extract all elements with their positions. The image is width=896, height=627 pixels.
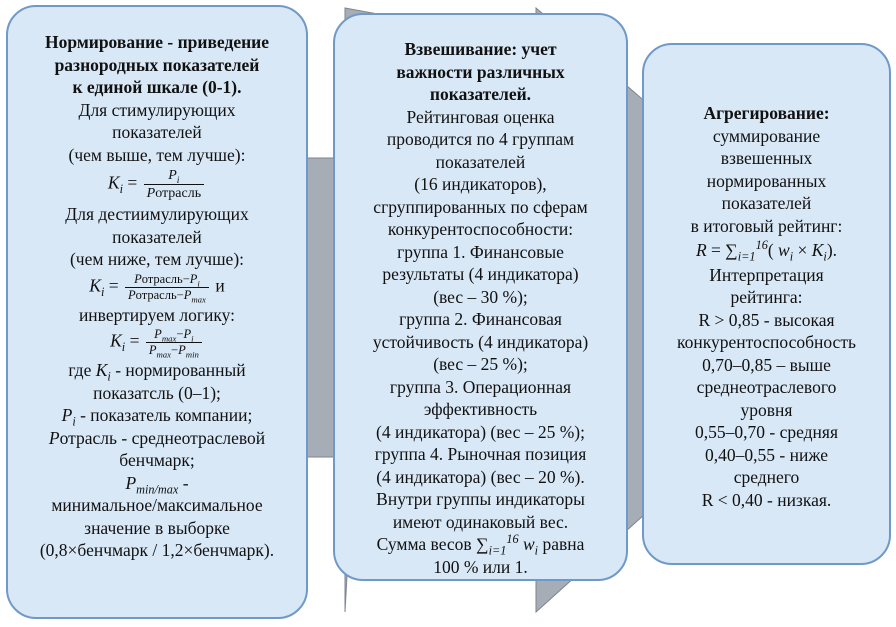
legend-minmax-3: значение в выборке	[84, 517, 230, 538]
weighting-line: устойчивость (4 индикатора)	[372, 331, 589, 352]
weighting-title-3: показателей.	[429, 84, 532, 104]
weighting-line: группа 2. Финансовая	[399, 309, 562, 329]
weighting-line: конкурентоспособности:	[387, 219, 574, 239]
normalization-box	[6, 5, 308, 619]
legend-k: где $K_i$ - нормированный	[68, 360, 246, 384]
stimulating-label-1: Для стимулирующих	[78, 99, 236, 120]
weighting-line: эффективность	[423, 399, 538, 419]
weighting-line: (4 индикатора) (вес – 20 %).	[376, 466, 585, 487]
interpretation-line: конкурентоспособность	[677, 332, 856, 352]
weighting-line: (4 индикатора) (вес – 25 %);	[376, 421, 585, 442]
interpretation-line: Интерпретация	[709, 264, 824, 285]
interpretation-line: рейтинга:	[730, 287, 803, 307]
legend-minmax: $P_{min/max}$ -	[125, 472, 189, 496]
normalization-title-1: Нормирование - приведение	[44, 32, 270, 52]
invert-logic-label: инвертируем логику:	[78, 304, 236, 325]
normalization-title-3: к единой шкале (0-1).	[72, 77, 242, 97]
aggregation-line: взвешенных	[720, 148, 813, 168]
normalization-title-2: разнородных показателей	[54, 54, 260, 75]
aggregation-line: показателей	[721, 193, 812, 213]
legend-minmax-2: минимальное/максимальное	[51, 495, 263, 515]
weighting-line: показателей	[435, 151, 526, 172]
weighting-box	[333, 13, 628, 581]
weighting-title-2: важности различных	[396, 61, 565, 82]
and-word: и	[215, 275, 225, 296]
weighting-line: группа 1. Финансовые	[397, 241, 564, 262]
interpretation-line: 0,40–0,55 - ниже	[705, 444, 828, 465]
formula-stimulating: $K_i$ = $\frac{P_i}{\text{Pотрасль}}$	[8, 168, 306, 201]
weighting-line: (вес – 25 %);	[433, 354, 528, 374]
formula-destimulating: $K_i$ = $\frac{Pотрасль-P_i}{Pотрасль-P_{max}}$ и	[89, 271, 225, 304]
weight-sum-formula: Сумма весов $\sum_{i=1}^{16}$ $w_i$ равна	[376, 532, 585, 558]
destimulating-label-3: (чем ниже, тем лучше):	[69, 249, 245, 269]
weighting-line: Рейтинговая оценка	[406, 106, 555, 127]
interpretation-line: R < 0,40 - низкая.	[701, 489, 832, 510]
weighting-line: (16 индикаторов),	[414, 174, 547, 194]
stimulating-label-2: показателей	[112, 122, 202, 142]
weighting-line: группа 4. Рыночная позиция	[374, 444, 587, 464]
destimulating-label-2: показателей	[112, 226, 202, 247]
interpretation-line: среднего	[733, 467, 800, 487]
aggregation-line: в итоговый рейтинг:	[690, 215, 843, 236]
destimulating-label-1: Для дестиимулирующих	[65, 204, 249, 224]
legend-industry: Pотрасль - среднеотраслевой	[48, 427, 266, 448]
rating-formula: $R = \sum_{i=1}^{16}$( $w_i \times K_i$).	[695, 238, 838, 264]
interpretation-line: уровня	[740, 399, 793, 420]
legend-k-2: показатсль (0–1);	[93, 382, 221, 403]
interpretation-line: R > 0,85 - высокая	[698, 309, 835, 330]
interpretation-line: 0,70–0,85 – выше	[702, 354, 831, 375]
weighting-line: проводится по 4 группам	[386, 129, 575, 149]
weighting-line: результаты (4 индикатора)	[382, 264, 579, 284]
legend-industry-2: бенчмарк;	[119, 450, 195, 470]
weight-sum-value: 100 % или 1.	[433, 556, 528, 577]
weighting-line: Внутри группы индикаторы	[376, 489, 585, 509]
interpretation-line: 0,55–0,70 - средняя	[695, 422, 838, 442]
aggregation-box	[642, 43, 891, 565]
legend-minmax-4: (0,8×бенчмарк / 1,2×бенчмарк).	[39, 540, 275, 560]
weighting-line: имеют одинаковый вес.	[392, 511, 569, 532]
aggregation-line: нормированных	[706, 170, 827, 191]
weighting-line: сгруппированных по сферам	[373, 196, 588, 217]
legend-p: $P_i$ - показатель компании;	[61, 405, 253, 429]
weighting-line: (вес – 30 %);	[433, 286, 528, 307]
weighting-line: группа 3. Операционная	[389, 376, 572, 397]
aggregation-title: Агрегирование:	[703, 103, 830, 123]
aggregation-line: суммирование	[712, 125, 821, 146]
weighting-title-1: Взвешивание: учет	[404, 39, 557, 59]
formula-invert: $K_i$ = $\frac{P_{max}-P_i}{P_{max}-P_{min}}$	[8, 328, 306, 357]
stimulating-label-3: (чем выше, тем лучше):	[68, 144, 246, 165]
interpretation-line: среднеотраслевого	[696, 377, 837, 397]
